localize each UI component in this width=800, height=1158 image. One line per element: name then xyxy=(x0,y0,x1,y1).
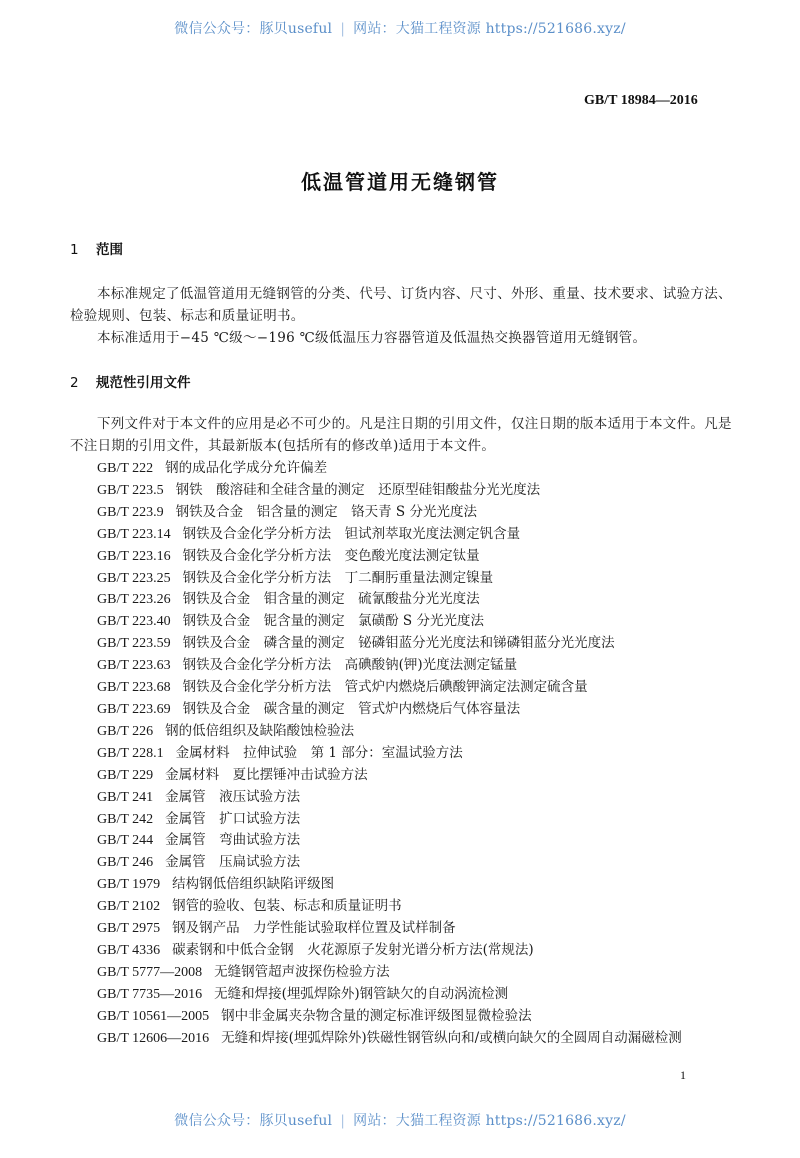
reference-code: GB/T 223.26 xyxy=(97,592,171,608)
section-2-paragraph-1: 下列文件对于本文件的应用是必不可少的。凡是注日期的引用文件，仅注日期的版本适用于本文件。凡是不注日期的引用文件，其最新版本(包括所有的修改单)适用于本文件。 xyxy=(70,416,732,454)
section-title: 规范性引用文件 xyxy=(96,375,191,391)
reference-title: 无缝钢管超声波探伤检验方法 xyxy=(214,963,390,980)
section-number: 1 xyxy=(70,242,79,258)
reference-title: 钢的低倍组织及缺陷酸蚀检验法 xyxy=(165,722,355,739)
watermark-separator: | xyxy=(340,1113,346,1129)
reference-item xyxy=(70,940,750,962)
reference-title: 金属管 压扁试验方法 xyxy=(165,854,301,871)
reference-item xyxy=(70,721,750,743)
reference-title: 钢的成品化学成分允许偏差 xyxy=(165,460,328,476)
reference-title: 钢及钢产品 力学性能试验取样位置及试样制备 xyxy=(172,920,456,937)
reference-code: GB/T 246 xyxy=(97,855,154,871)
reference-item xyxy=(70,852,750,874)
reference-code: GB/T 4336 xyxy=(97,942,161,958)
reference-code: GB/T 223.63 xyxy=(97,658,171,674)
reference-code: GB/T 223.5 xyxy=(97,482,164,498)
reference-title: 钢铁及合金化学分析方法 高碘酸钠(钾)光度法测定锰量 xyxy=(182,657,518,674)
reference-code: GB/T 223.59 xyxy=(97,636,171,652)
section-number: 2 xyxy=(70,375,79,391)
reference-item xyxy=(70,743,750,765)
reference-item xyxy=(70,984,750,1006)
normative-reference-list xyxy=(70,458,750,1049)
reference-title: 无缝和焊接(埋弧焊除外)钢管缺欠的自动涡流检测 xyxy=(214,985,509,1002)
reference-item xyxy=(70,918,750,940)
reference-code: GB/T 228.1 xyxy=(97,745,164,761)
reference-title: 钢中非金属夹杂物含量的测定标准评级图显微检验法 xyxy=(221,1007,532,1024)
reference-title: 钢铁及合金化学分析方法 管式炉内燃烧后碘酸钾滴定法测定硫含量 xyxy=(182,679,588,696)
reference-title: 无缝和焊接(埋弧焊除外)铁磁性钢管纵向和/或横向缺欠的全圆周自动漏磁检测 xyxy=(221,1029,682,1046)
reference-title: 钢铁及合金 铝含量的测定 铬天青 S 分光光度法 xyxy=(175,503,477,520)
reference-code: GB/T 223.9 xyxy=(97,504,164,520)
standard-code: GB/T 18984—2016 xyxy=(584,93,698,108)
section-title: 范围 xyxy=(96,242,123,258)
reference-item xyxy=(70,896,750,918)
document-title: 低温管道用无缝钢管 xyxy=(301,170,499,194)
section-1-heading xyxy=(70,238,123,258)
reference-title: 金属管 液压试验方法 xyxy=(165,788,301,805)
reference-item xyxy=(70,677,750,699)
reference-item xyxy=(70,589,750,611)
reference-title: 金属管 弯曲试验方法 xyxy=(165,832,301,849)
reference-code: GB/T 5777—2008 xyxy=(97,964,203,980)
reference-title: 金属材料 拉伸试验 第 1 部分：室温试验方法 xyxy=(175,744,463,761)
reference-item xyxy=(70,655,750,677)
reference-item xyxy=(70,502,750,524)
reference-title: 钢管的验收、包装、标志和质量证明书 xyxy=(172,898,402,915)
reference-item xyxy=(70,480,750,502)
section-1-paragraph-2: 本标准适用于−45 ℃级～−196 ℃级低温压力容器管道及低温热交换器管道用无缝钢管。 xyxy=(97,330,647,346)
page-number: 1 xyxy=(680,1068,686,1082)
reference-title: 钢铁 酸溶硅和全硅含量的测定 还原型硅钼酸盐分光光度法 xyxy=(175,481,541,498)
reference-item xyxy=(70,524,750,546)
reference-item xyxy=(70,874,750,896)
watermark-wechat: 微信公众号：豚贝useful xyxy=(174,1113,333,1129)
reference-code: GB/T 244 xyxy=(97,833,154,849)
reference-item xyxy=(70,699,750,721)
reference-code: GB/T 229 xyxy=(97,767,154,783)
reference-code: GB/T 223.40 xyxy=(97,614,171,630)
section-2-heading xyxy=(70,371,191,391)
reference-code: GB/T 10561—2005 xyxy=(97,1008,210,1024)
reference-code: GB/T 223.16 xyxy=(97,548,171,564)
reference-title: 钢铁及合金 钼含量的测定 硫氰酸盐分光光度法 xyxy=(182,591,480,608)
section-1-paragraph-1: 本标准规定了低温管道用无缝钢管的分类、代号、订货内容、尺寸、外形、重量、技术要求、试验方法、检验规则、包装、标志和质量证明书。 xyxy=(70,286,732,324)
reference-title: 碳素钢和中低合金钢 火花源原子发射光谱分析方法(常规法) xyxy=(172,941,534,958)
reference-code: GB/T 223.68 xyxy=(97,680,171,696)
reference-code: GB/T 7735—2016 xyxy=(97,986,203,1002)
reference-code: GB/T 12606—2016 xyxy=(97,1030,210,1046)
reference-code: GB/T 2975 xyxy=(97,921,161,937)
reference-code: GB/T 226 xyxy=(97,723,154,739)
watermark-site: 网站：大猫工程资源 https://521686.xyz/ xyxy=(353,1113,626,1129)
reference-title: 金属管 扩口试验方法 xyxy=(165,810,301,827)
reference-title: 钢铁及合金 铌含量的测定 氯磺酚 S 分光光度法 xyxy=(182,613,484,630)
reference-item xyxy=(70,546,750,568)
reference-title: 结构钢低倍组织缺陷评级图 xyxy=(172,876,335,893)
reference-item xyxy=(70,765,750,787)
reference-title: 钢铁及合金化学分析方法 钽试剂萃取光度法测定钒含量 xyxy=(182,525,521,542)
reference-item xyxy=(70,1006,750,1028)
reference-item xyxy=(70,830,750,852)
watermark-site: 网站：大猫工程资源 https://521686.xyz/ xyxy=(353,21,626,37)
reference-code: GB/T 223.69 xyxy=(97,701,171,717)
reference-title: 钢铁及合金 磷含量的测定 铋磷钼蓝分光光度法和锑磷钼蓝分光光度法 xyxy=(182,635,615,652)
watermark-separator: | xyxy=(340,21,346,37)
reference-item xyxy=(70,1028,750,1050)
reference-title: 金属材料 夏比摆锤冲击试验方法 xyxy=(165,766,368,783)
reference-item xyxy=(70,611,750,633)
reference-code: GB/T 241 xyxy=(97,789,154,805)
reference-code: GB/T 223.14 xyxy=(97,526,171,542)
reference-code: GB/T 1979 xyxy=(97,877,161,893)
watermark-top xyxy=(0,18,800,38)
watermark-wechat: 微信公众号：豚贝useful xyxy=(174,21,333,37)
reference-item xyxy=(70,809,750,831)
reference-code: GB/T 222 xyxy=(97,461,154,476)
reference-item xyxy=(70,962,750,984)
reference-title: 钢铁及合金化学分析方法 丁二酮肟重量法测定镍量 xyxy=(182,569,494,586)
reference-item xyxy=(70,568,750,590)
reference-title: 钢铁及合金 碳含量的测定 管式炉内燃烧后气体容量法 xyxy=(182,700,521,717)
reference-item xyxy=(70,787,750,809)
reference-item xyxy=(70,458,750,480)
reference-code: GB/T 242 xyxy=(97,811,154,827)
reference-code: GB/T 223.25 xyxy=(97,570,171,586)
reference-code: GB/T 2102 xyxy=(97,899,161,915)
reference-item xyxy=(70,633,750,655)
watermark-bottom xyxy=(0,1110,800,1130)
reference-title: 钢铁及合金化学分析方法 变色酸光度法测定钛量 xyxy=(182,547,480,564)
